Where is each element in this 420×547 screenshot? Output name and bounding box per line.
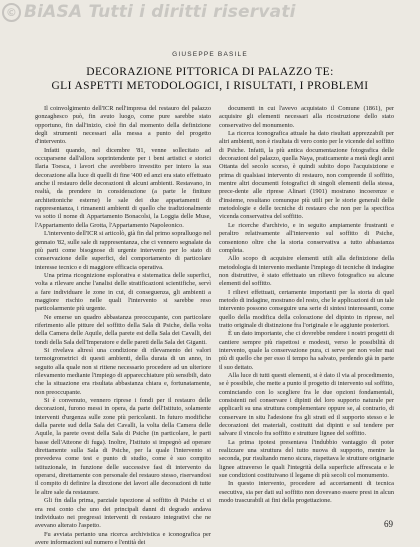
article-title-line-2: GLI ASPETTI METODOLOGICI, I RISULTATI, I PROBLEMI (51, 80, 369, 92)
paragraph: In questo intervento, procedere ad accertamenti di tecnica esecutiva, sia per dati sul soffitto non dovevano essere presi in alcun modo trascurabili ai fini della progettazione. (219, 480, 394, 505)
paragraph: documenti in cui l'avevo acquistato il Comune (1861), per acquisire gli elementi necessari alla ricostruzione dello stato conservativo del monumento. (219, 105, 394, 129)
left-text-column (35, 105, 211, 546)
paragraph: Si è convenuto, vennero riprese i fondi per il restauro delle decorazioni, furono messi in opera, da parte dell'Istituto, solamente interventi d'urgenza sulle zone più pericolanti. In futuro modifiche dalla parete sud della Sala dei Cavalli, la volta della Camera delle Aquile, la parete ovest della Sala di Psiche (in particolare, le parti basse dell'Atteone di fuga). Inoltre, l'Istituto si impegnò ad operare direttamente sulla Sala di Psiche, per la quale l'intervento si prevedeva come test e punto di studio, come è suo compito istituzionale, in funzione delle successive fasi di intervento da operarsi, direttamente con personale del restauro stesso, riservandosi il compito di definire la direzione dei lavori alle decorazioni di tutte le altre sale da restaurare. (35, 397, 211, 496)
page-number: 69 (384, 519, 393, 529)
paragraph: Fu avviata pertanto una ricerca archivistica e iconografica per avere informazioni sul numero e l'entità dei (35, 530, 211, 546)
copyright-watermark (2, 2, 296, 22)
paragraph: L'intervento dell'ICR si articolò, già fin dal primo sopralluogo nel gennaio '82, sulle sale di rappresentanza, che ci vennero segnalate da più parti come bisognose di urgente intervento per lo stato di conservazione delle superfici, del comportamento di particolare interesse tecnico e di maggiore efficacia operativa. (35, 230, 211, 271)
article-author: GIUSEPPE BASILE (172, 51, 248, 58)
paragraph: Il coinvolgimento dell'ICR nell'impresa del restauro del palazzo gonzaghesco può, fin avuto luogo, come pure sarebbe stato opportuno, fin dall'inizio, cioè fin dal momento della definizione degli strumenti necessari alla messa a punto del progetto d'intervento. (35, 105, 211, 146)
paragraph: Gli fin dalla prima, parziale ispezione al soffitto di Psiche ci si era resi conto che uno dei principali danni di degrado andava individuato nei pregressi interventi di restauro integrativi che ne avevano alterato l'aspetto. (35, 497, 211, 530)
paragraph: Alla luce di tutti questi elementi, si è dato il via al procedimento, se è possibile, che mette a punto il progetto di intervento sul soffitto, cominciando con lo scegliere fra le due opzioni fondamentali, consistenti nel conservare i dipinti del loro supporto naturale per applicarli su una struttura complementare oppure se, al contrario, di conservare in situ l'adesione fra gli strati ed il supporto stesso e le decorazioni dei materiali, costituiti dai dipinti e sul tendere per salvare il vincolo fra soffitto e strutture lignee del soffitto. (219, 372, 394, 438)
watermark-text: BiASA Tutti i diritti riservati (24, 2, 296, 22)
paragraph: I rilievi effettuati, certamente importanti per la storia di quel metodo di indagine, mostrano del resto, che le applicazioni di un tale intervento possono conseguire una serie di sintesi interessanti, come quello della modifica della colorazione del dipinto in riprese, nel tratto originale di distinzione fra l'originale e le aggiunte posteriori. (219, 288, 394, 329)
article-title-line-1: DECORAZIONE PITTORICA DI PALAZZO TE: (86, 66, 334, 78)
paragraph: Una prima ricognizione esplorativa e sistematica delle superfici, volta a rilevare anche l'analisi delle stratificazioni scientifiche, servì a fare individuare le zone in cui, di conseguenza, gli ambienti a maggiore rischio nelle quali l'intervento si sarebbe reso particolarmente più urgente. (35, 271, 211, 313)
copyright-icon: © (2, 3, 21, 22)
paragraph: Infatti quando, nel dicembre '81, venne sollecitato ad occuparsene dall'allora soprintendente per i beni artistici e storici Ilaria Toesca, i lavori che avrebbero investito per intero la sua decorazione alla luce di quelli di fine '400 ed anzi era stato effettuato anche il restauro delle decorazioni di alcuni ambienti. Restavano, in realtà, da prendere in considerazione (a parte le finiture architettoniche esterne) le sale dei due appartamenti di rappresentanza, i rimanenti ambienti di quello che tradizionalmente va sotto il nome di Appartamento Bonacolsi, la Loggia delle Muse, l'Appartamento della Grotta, l'Appartamento Napoleonico. (35, 146, 211, 229)
paragraph: Le ricerche d'archivio, e in seguito ampiamente frustranti e peraltro relativamente all'intervento sul soffitto di Psiche, consentono oltre che la storia conservativa a tutto abbastanza completa. (219, 221, 394, 254)
paragraph: Si rivelava altresì una condizione di rilevamento dei valori termoigrometrici di questi ambienti, della durata di un anno, in seguito alla quale non si ritiene necessario procedere ad un ulteriore rilevamento mediante l'impiego di apparecchiature più sensibili, dato che la situazione era risultata abbastanza chiara e, fortunatamente, non preoccupante. (35, 346, 211, 396)
right-text-column (219, 105, 394, 525)
paragraph: È un dato importante, che ci dovrebbe rendere i nostri progetti di cantiere sempre più rispettosi e modesti, verso le possibilità di intervento, quale la conservazione pura, ci serve per non voler mai più di quello che per esso il tempo ha salvato, perdendo già in parte il suo dettato. (219, 330, 394, 371)
paragraph: La ricerca iconografica attuale ha dato risultati apprezzabili per altri ambienti, non è risultata di vero conto per le vicende del soffitto di Psiche. Infatti, la più antica documentazione fotografica delle decorazioni del palazzo, quella Naya, praticamente a metà degli anni Ottanta del secolo scorso, è quindi subito dopo l'acquisizione e prima di qualsiasi intervento di restauro, non comprende il soffitto, mentre altri documenti fotografici di singoli elementi della stessa, prece-dente alle riprese Alinari (1901) mostrano incoerenze e d'insieme, resultano comunque più utili per le storie generali delle metodologie e delle tecniche di restauro che non per la specifica vicenda conservativa del soffitto. (219, 130, 394, 221)
paragraph: La prima ipotesi presentava l'indubbio vantaggio di poter realizzare una struttura del tutto nuova di supporto, mentre la seconda, pur risultando meno sicura, rispettava le strutture originarie lignee attraverso le quali l'integrità della superficie affrescata e le sue condizioni costituivano il legame di più secoli col monumento. (219, 438, 394, 480)
paragraph: Ne emerse un quadro abbastanza preoccupante, con particolare riferimento alle pitture del soffitto della Sala di Psiche, della volta della Camera delle Aquile, della parete est della Sala dei Cavalli, dei tondi della Sala dell'Imperatore e delle pareti della Sala dei Giganti. (35, 313, 211, 346)
paragraph: Allo scopo di acquisire elementi utili alla definizione della metodologia di intervento mediante l'impiego di tecniche di indagine non distruttive, è stato effettuato un rilievo fotografico su alcune elementi del soffitto. (219, 255, 394, 288)
